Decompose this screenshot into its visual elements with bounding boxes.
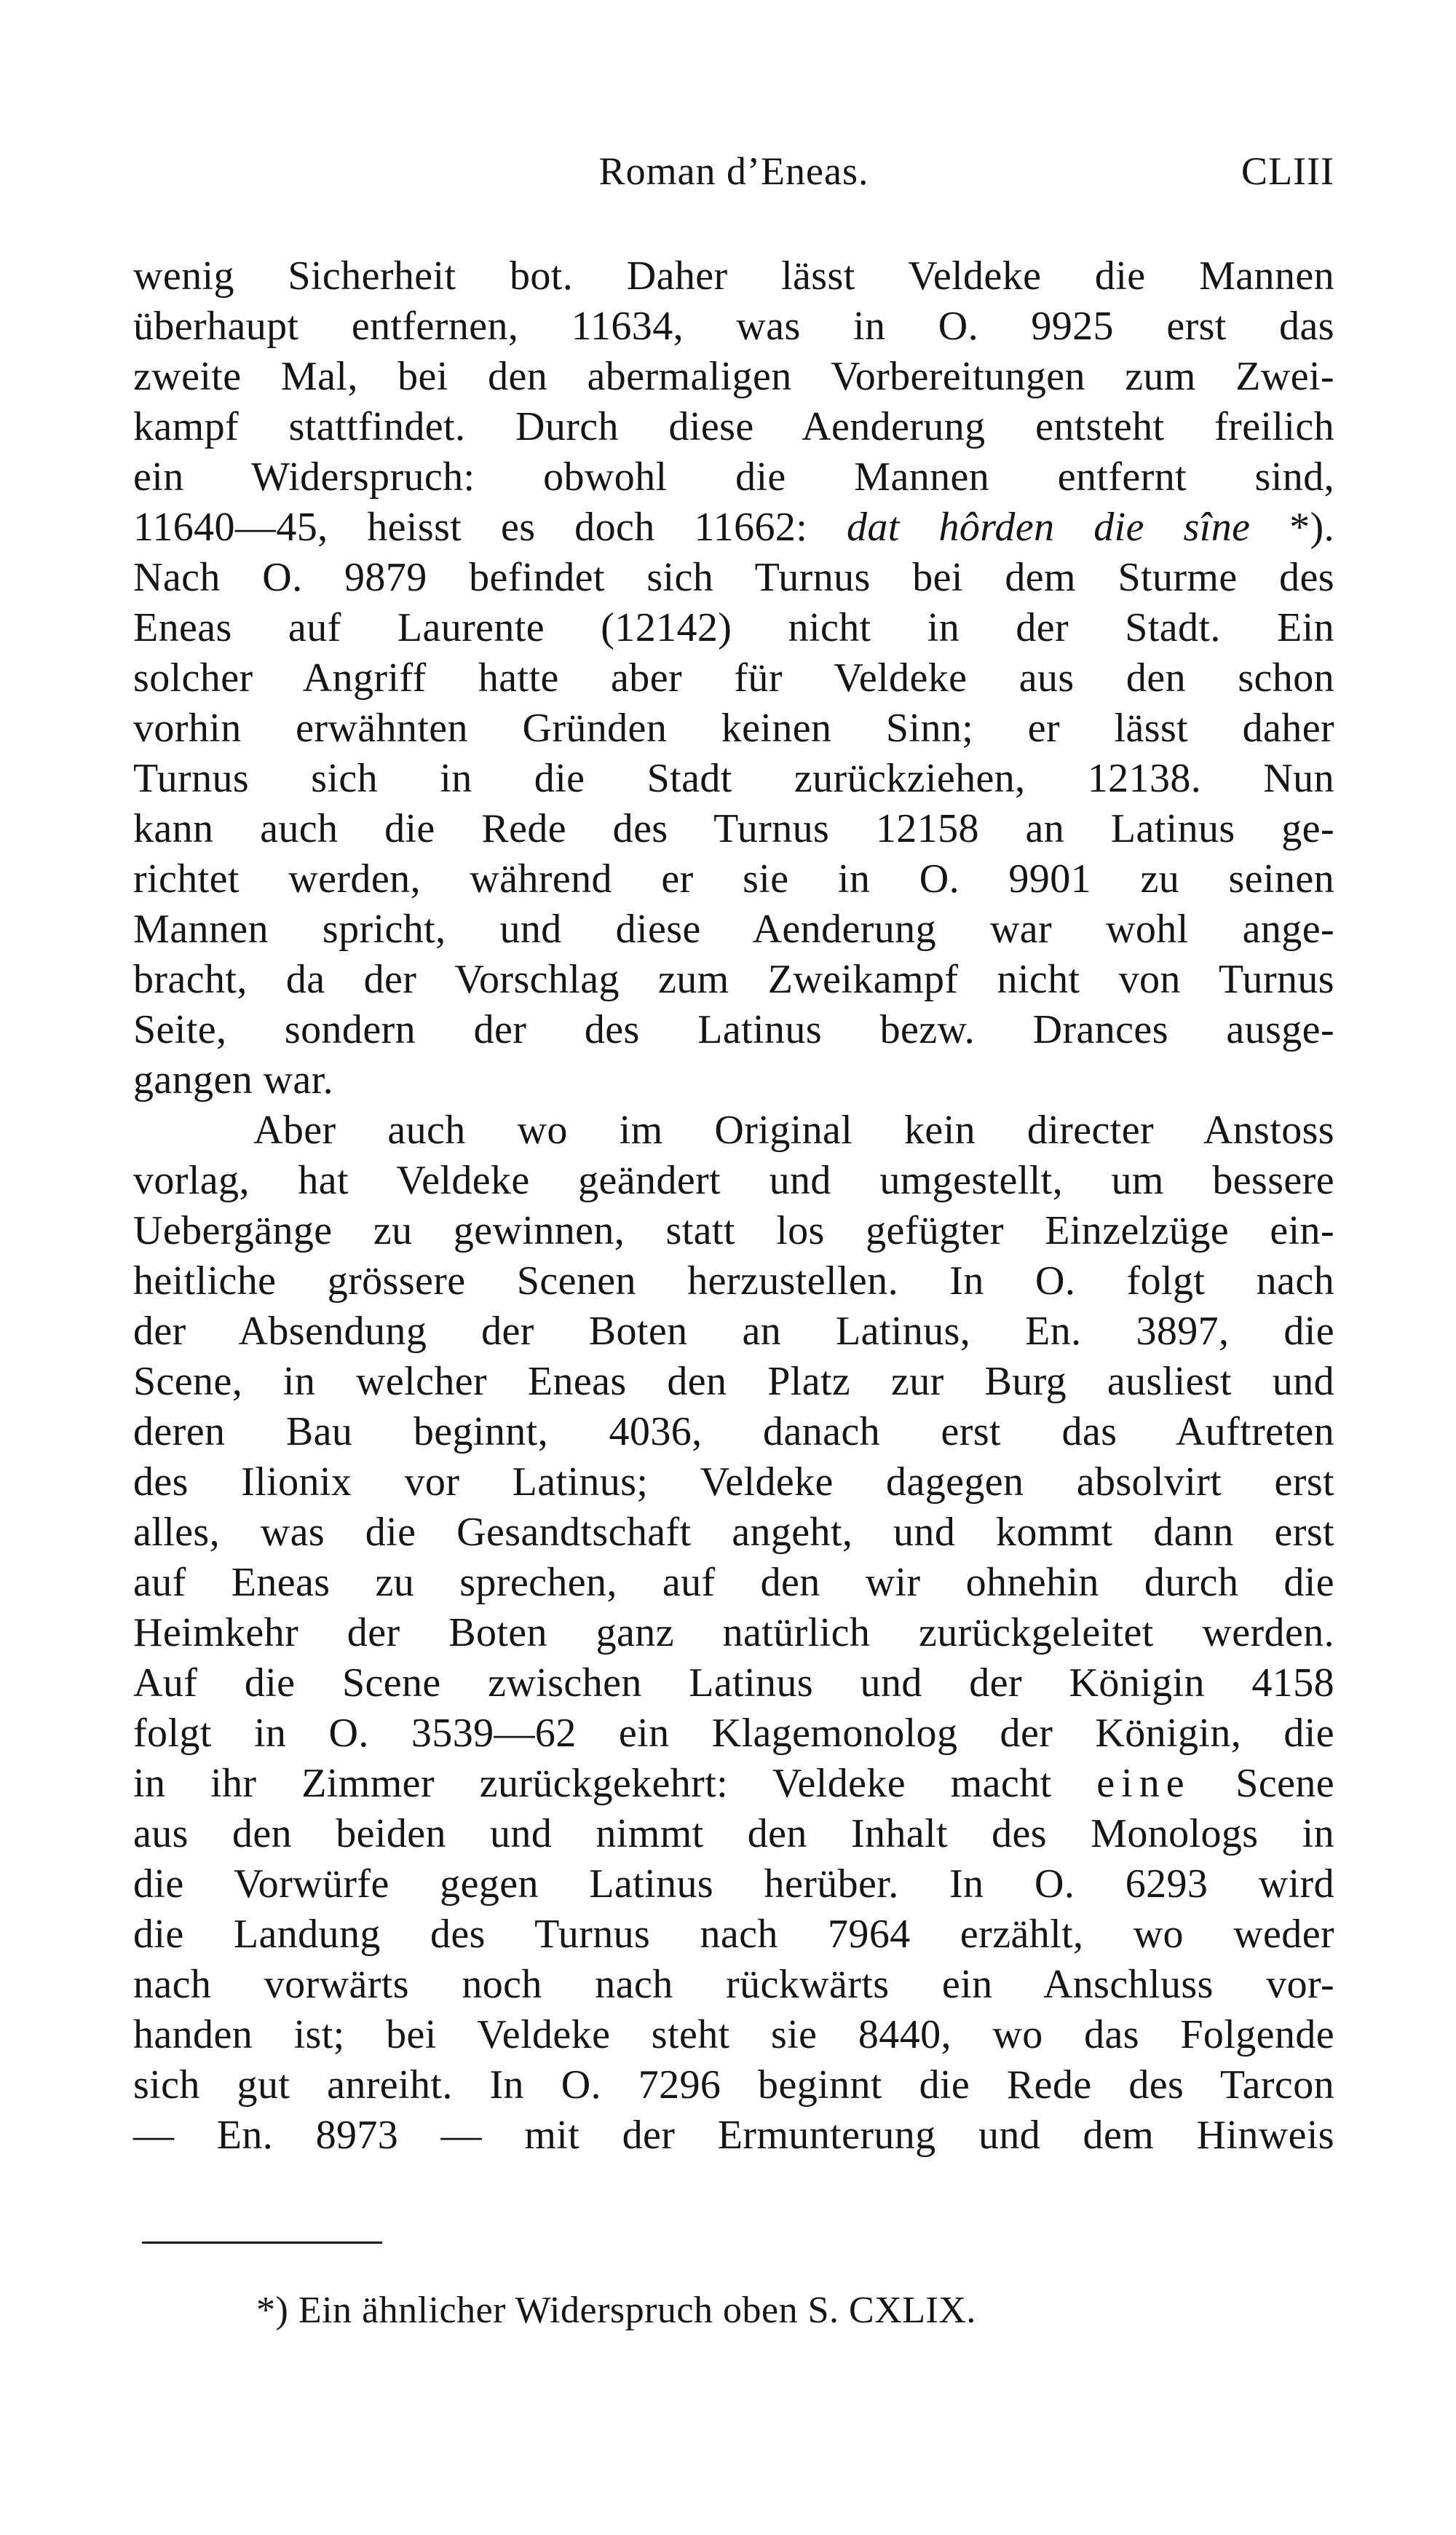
text-line-with-spaced-word — [133, 1759, 1334, 1809]
text-line: aus den beiden und nimmt den Inhalt des Monologs in — [133, 1811, 1334, 1856]
text-line: der Absendung der Boten an Latinus, En. 3897, die — [133, 1309, 1334, 1354]
middle-high-german-quote: dat hôrden die sîne — [847, 505, 1251, 550]
footnote-marker: *). — [1289, 505, 1334, 550]
footnote-rule — [142, 2242, 382, 2244]
text-line: Heimkehr der Boten ganz natürlich zurückgeleitet werden. — [133, 1610, 1334, 1655]
running-title: Roman d’Eneas. — [598, 149, 869, 193]
text-line: Uebergänge zu gewinnen, statt los gefügter Einzelzüge ein- — [133, 1208, 1334, 1253]
text-line: des Ilionix vor Latinus; Veldeke dagegen absolvirt erst — [133, 1459, 1334, 1505]
line-prefix: 11640—45, heisst es doch 11662: — [133, 505, 847, 550]
text-line: Mannen spricht, und diese Aenderung war wohl ange- — [133, 907, 1334, 952]
text-line: handen ist; bei Veldeke steht sie 8440, wo das Folgende — [133, 2012, 1334, 2057]
paragraph-1 — [133, 251, 1334, 1105]
paragraph-2 — [133, 1105, 1334, 2161]
text-line: Nach O. 9879 befindet sich Turnus bei dem Sturme des — [133, 555, 1334, 600]
text-line: kann auch die Rede des Turnus 12158 an Latinus ge- — [133, 806, 1334, 851]
main-text — [133, 251, 1334, 2161]
text-line-with-quote — [133, 502, 1334, 553]
text-line: deren Bau beginnt, 4036, danach erst das Auftreten — [133, 1409, 1334, 1454]
line-prefix: in ihr Zimmer zurückgekehrt: Veldeke macht — [133, 1761, 1052, 1806]
text-line: richtet werden, während er sie in O. 9901 zu seinen — [133, 856, 1334, 902]
text-line: die Landung des Turnus nach 7964 erzählt, wo weder — [133, 1912, 1334, 1957]
text-line: auf Eneas zu sprechen, auf den wir ohnehin durch die — [133, 1560, 1334, 1605]
text-line: sich gut anreiht. In O. 7296 beginnt die Rede des Tarcon — [133, 2062, 1334, 2108]
text-line: Auf die Scene zwischen Latinus und der Königin 4158 — [133, 1660, 1334, 1706]
text-line: heitliche grössere Scenen herzustellen. In O. folgt nach — [133, 1258, 1334, 1304]
text-line: vorlag, hat Veldeke geändert und umgestellt, um bessere — [133, 1158, 1334, 1203]
text-line: ein Widerspruch: obwohl die Mannen entfernt sind, — [133, 454, 1334, 500]
text-line: gangen war. — [133, 1057, 333, 1103]
text-line: bracht, da der Vorschlag zum Zweikampf nicht von Turnus — [133, 957, 1334, 1002]
text-line: alles, was die Gesandtschaft angeht, und kommt dann erst — [133, 1510, 1334, 1555]
text-line: Seite, sondern der des Latinus bezw. Drances ausge- — [133, 1007, 1334, 1052]
text-line-indented: Aber auch wo im Original kein directer Anstoss — [253, 1108, 1334, 1153]
text-line: kampf stattfindet. Durch diese Aenderung entsteht freilich — [133, 404, 1334, 449]
text-line: zweite Mal, bei den abermaligen Vorbereitungen zum Zwei- — [133, 354, 1334, 399]
running-header — [133, 146, 1334, 197]
footnote: *) Ein ähnlicher Widerspruch oben S. CXLIX. — [256, 2290, 976, 2331]
text-line: folgt in O. 3539—62 ein Klagemonolog der Königin, die — [133, 1711, 1334, 1756]
text-line: Turnus sich in die Stadt zurückziehen, 12138. Nun — [133, 756, 1334, 801]
text-line: wenig Sicherheit bot. Daher lässt Veldeke die Mannen — [133, 253, 1334, 299]
text-line: — En. 8973 — mit der Ermunterung und dem Hinweis — [133, 2113, 1334, 2158]
line-suffix: Scene — [1235, 1761, 1334, 1806]
text-line: Scene, in welcher Eneas den Platz zur Burg ausliest und — [133, 1359, 1334, 1404]
text-line: überhaupt entfernen, 11634, was in O. 9925 erst das — [133, 304, 1334, 349]
letterspaced-emphasis: eine — [1096, 1761, 1191, 1806]
text-line: vorhin erwähnten Gründen keinen Sinn; er lässt daher — [133, 706, 1334, 751]
text-line: nach vorwärts noch nach rückwärts ein Anschluss vor- — [133, 1962, 1334, 2007]
page-number: CLIII — [1241, 149, 1334, 193]
text-line: die Vorwürfe gegen Latinus herüber. In O. 6293 wird — [133, 1861, 1334, 1907]
text-line: Eneas auf Laurente (12142) nicht in der Stadt. Ein — [133, 605, 1334, 650]
text-line: solcher Angriff hatte aber für Veldeke aus den schon — [133, 655, 1334, 701]
